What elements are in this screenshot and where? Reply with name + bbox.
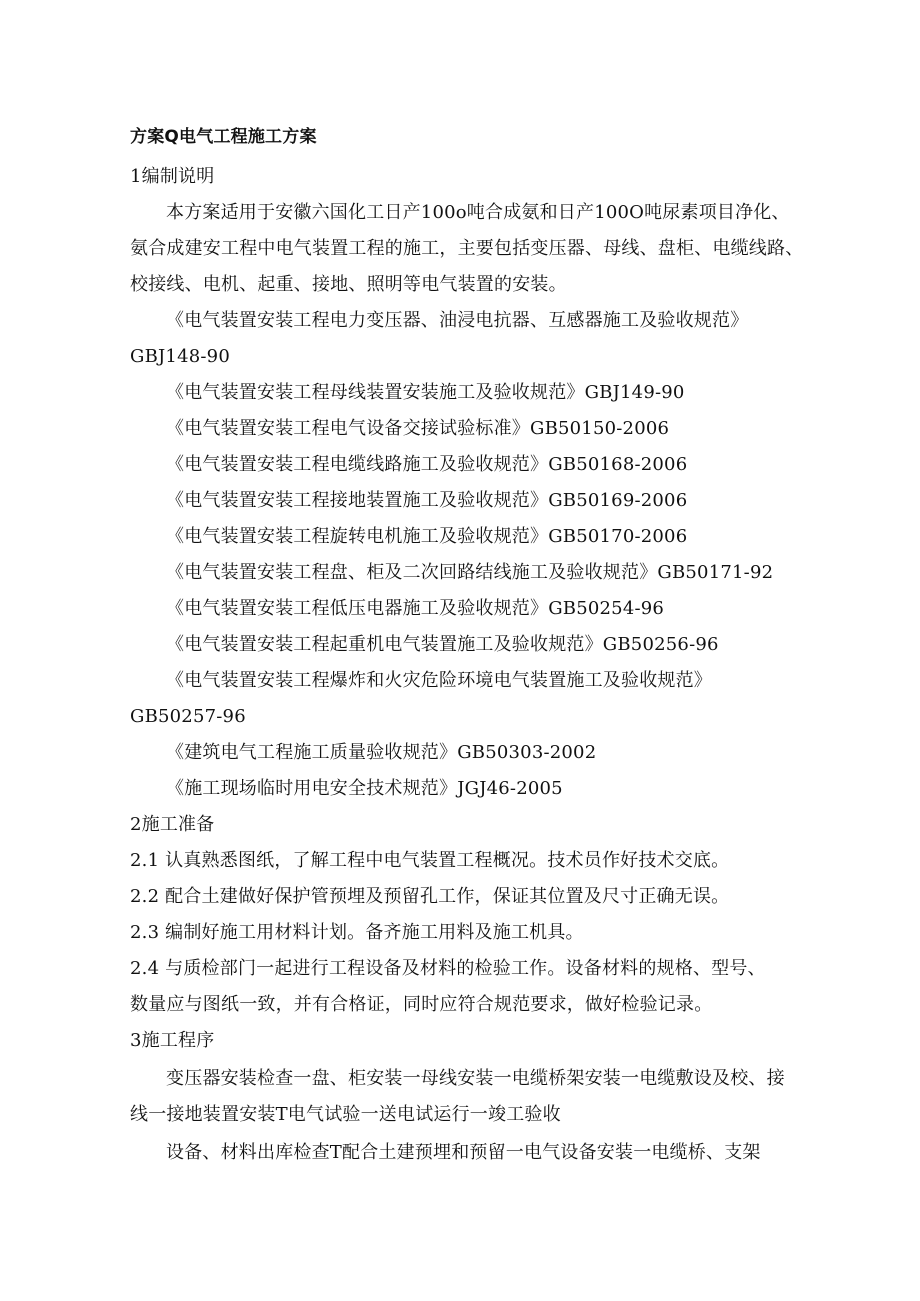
standard-item: 《电气装置安装工程电气设备交接试验标准》GB50150-2006 [166,418,670,439]
standard-item: GBJ148-90 [130,346,230,367]
section-1-heading: 1编制说明 [130,166,215,187]
standard-item: 《电气装置安装工程低压电器施工及验收规范》GB50254-96 [166,598,665,619]
intro-line: 氨合成建安工程中电气装置工程的施工，主要包括变压器、母线、盘柜、电缆线路、 [130,238,804,259]
standard-item: GB50257-96 [130,706,246,727]
standard-item: 《建筑电气工程施工质量验收规范》GB50303-2002 [166,742,597,763]
section-3-heading: 3施工程序 [130,1030,215,1051]
intro-line: 校接线、电机、起重、接地、照明等电气装置的安装。 [130,274,567,295]
procedure-line: 设备、材料出库检查T配合土建预埋和预留一电气设备安装一电缆桥、支架 [166,1142,761,1163]
standard-item: 《电气装置安装工程盘、柜及二次回路结线施工及验收规范》GB50171-92 [166,562,774,583]
standard-item: 《电气装置安装工程电缆线路施工及验收规范》GB50168-2006 [166,454,688,475]
prep-item: 2.2 配合土建做好保护管预埋及预留孔工作，保证其位置及尺寸正确无误。 [130,886,730,907]
standard-item: 《电气装置安装工程旋转电机施工及验收规范》GB50170-2006 [166,526,688,547]
standard-item: 《电气装置安装工程接地装置施工及验收规范》GB50169-2006 [166,490,688,511]
prep-item: 数量应与图纸一致，并有合格证，同时应符合规范要求，做好检验记录。 [130,994,713,1015]
intro-line: 本方案适用于安徽六国化工日产100o吨合成氨和日产100O吨尿素项目净化、 [166,202,790,223]
prep-item: 2.4 与质检部门一起进行工程设备及材料的检验工作。设备材料的规格、型号、 [130,958,766,979]
procedure-line: 变压器安装检查一盘、柜安装一母线安装一电缆桥架安装一电缆敷设及校、接 [166,1068,785,1089]
standard-item: 《施工现场临时用电安全技术规范》JGJ46-2005 [166,778,563,799]
prep-item: 2.1 认真熟悉图纸，了解工程中电气装置工程概况。技术员作好技术交底。 [130,850,730,871]
procedure-line: 线一接地装置安装T电气试验一送电试运行一竣工验收 [130,1104,561,1125]
standard-item: 《电气装置安装工程爆炸和火灾危险环境电气装置施工及验收规范》 [166,670,712,691]
standard-item: 《电气装置安装工程起重机电气装置施工及验收规范》GB50256-96 [166,634,719,655]
document-title: 方案Q电气工程施工方案 [130,127,317,147]
prep-item: 2.3 编制好施工用材料计划。备齐施工用料及施工机具。 [130,922,584,943]
standard-item: 《电气装置安装工程电力变压器、油浸电抗器、互感器施工及验收规范》 [166,310,749,331]
section-2-heading: 2施工准备 [130,814,215,835]
standard-item: 《电气装置安装工程母线装置安装施工及验收规范》GBJ149-90 [166,382,685,403]
